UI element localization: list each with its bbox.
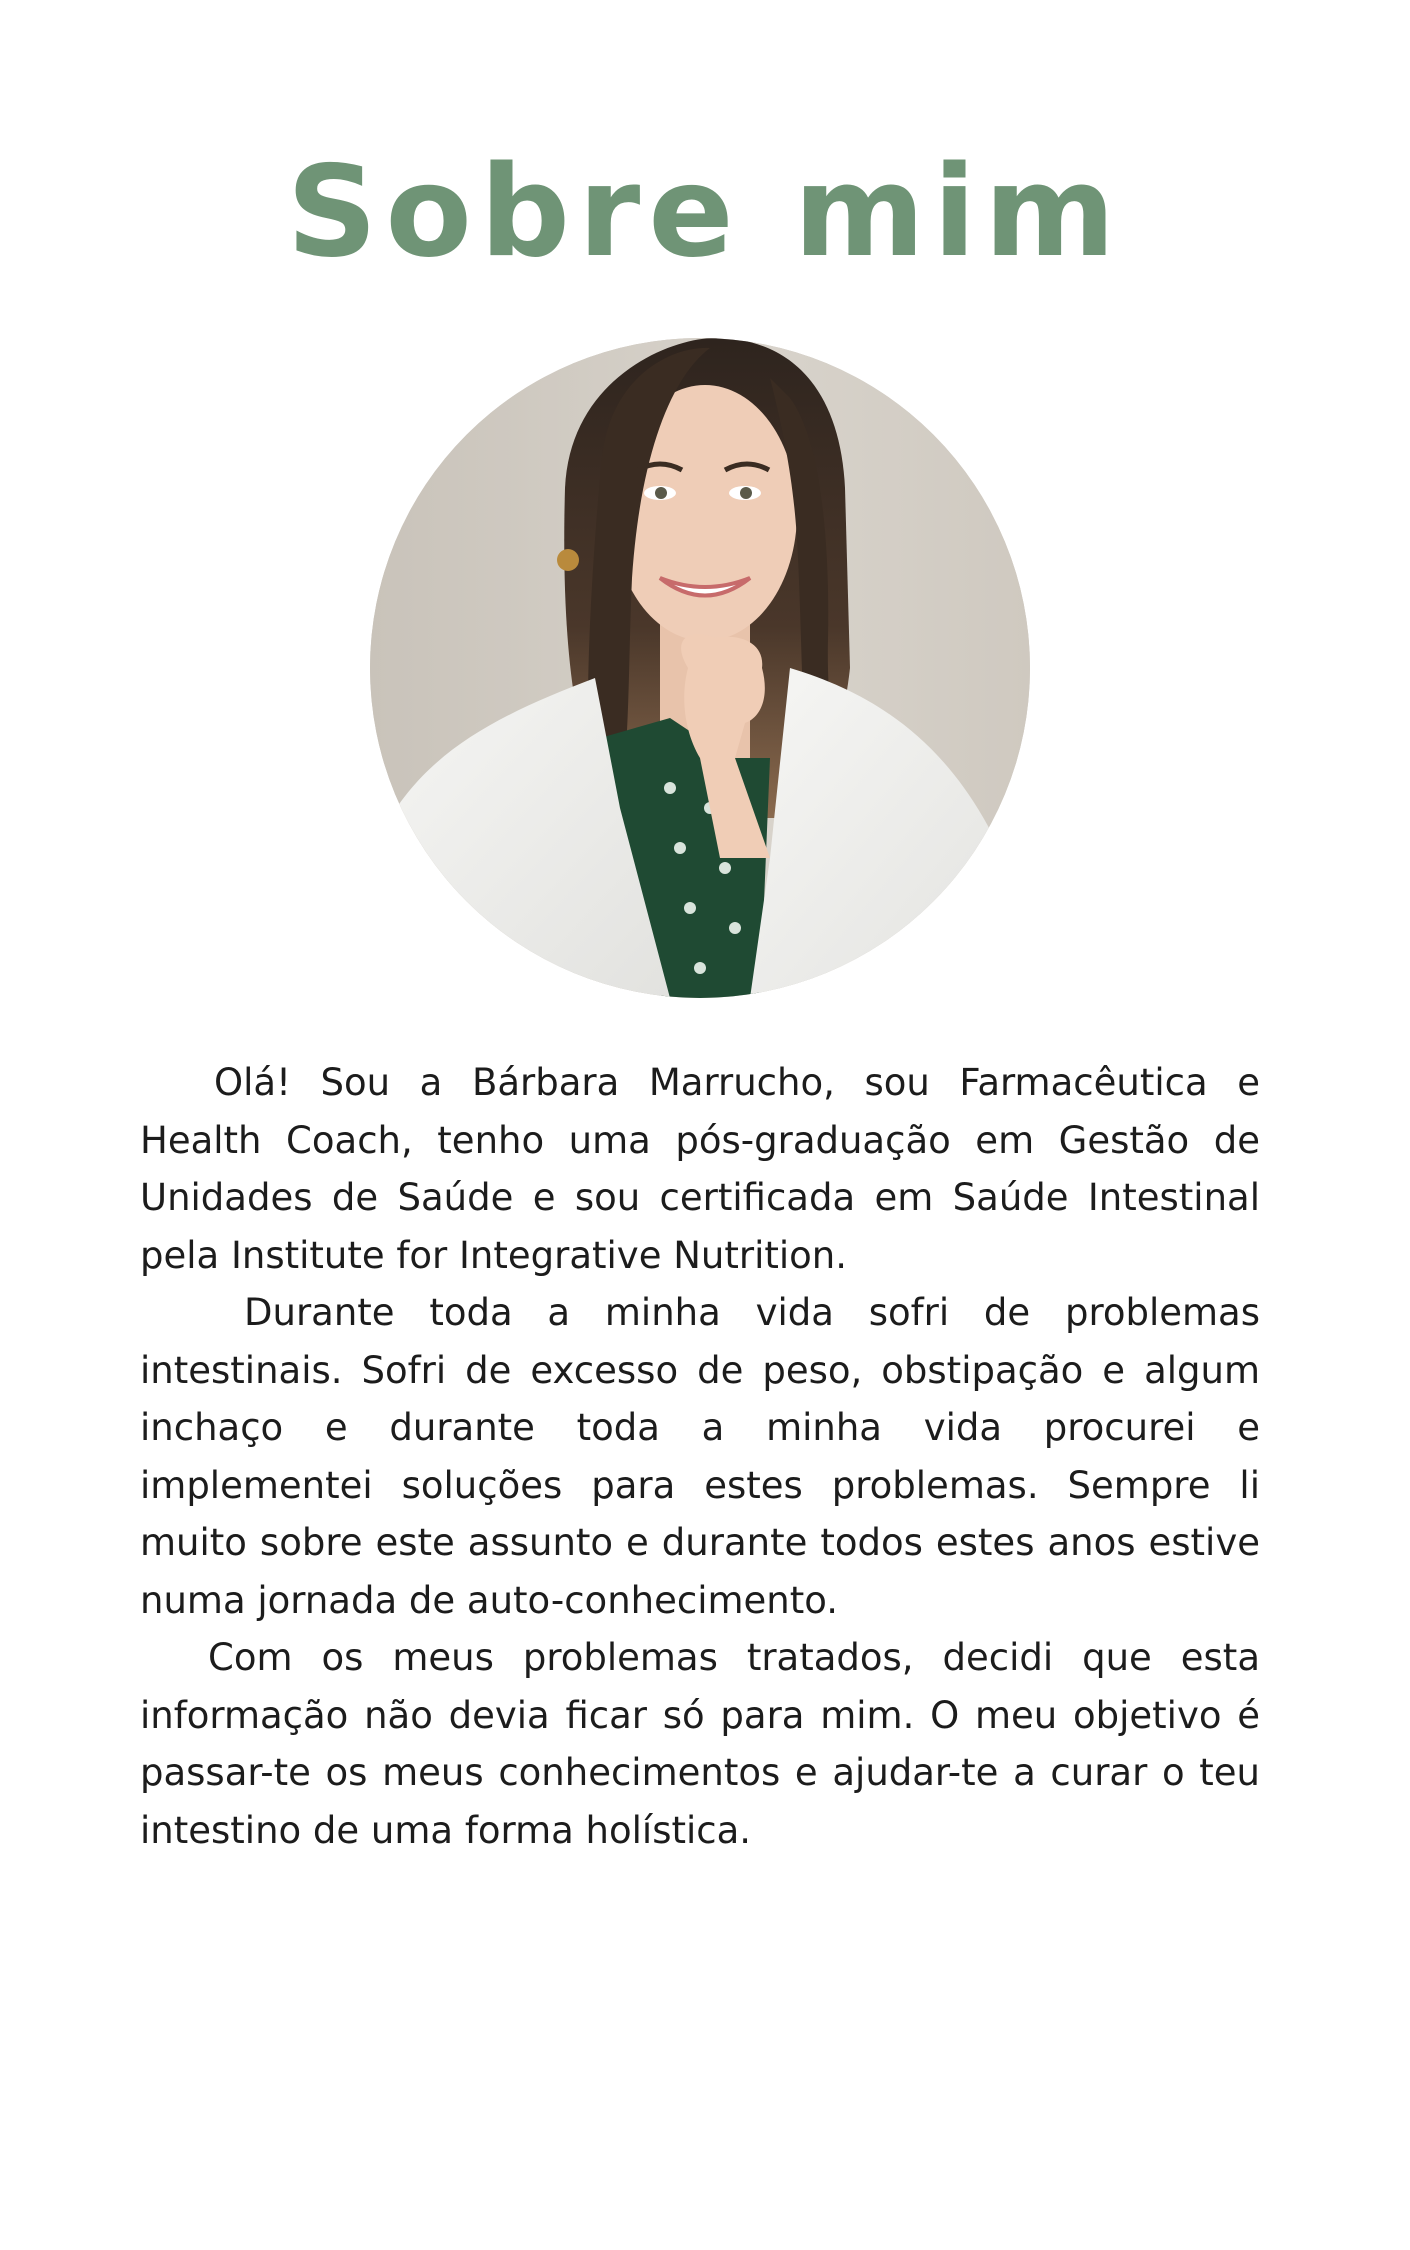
bio-text [140, 1054, 1260, 1859]
bio-paragraph-goal: Com os meus problemas tratados, decidi que esta informação não devia ficar só para mim. O meu objetivo é passar-te os meus conhecimentos e ajudar-te a curar o teu intestino de uma forma holística. [140, 1636, 1260, 1852]
portrait-photo [370, 338, 1030, 998]
page-title: Sobre mim [286, 138, 1124, 285]
bio-paragraph-intro: Olá! Sou a Bárbara Marrucho, sou Farmacêutica e Health Coach, tenho uma pós-graduação em Gestão de Unidades de Saúde e sou certificada em Saúde Intestinal pela Institute for Integrative Nutrition. [140, 1061, 1260, 1277]
portrait-illustration [370, 338, 1030, 998]
bio-paragraph-story: Durante toda a minha vida sofri de problemas intestinais. Sofri de excesso de peso, obstipação e algum inchaço e durante toda a minha vida procurei e implementei soluções para estes problemas. Sempre li muito sobre este assunto e durante todos estes anos estive numa jornada de auto-conhecimento. [140, 1291, 1260, 1622]
